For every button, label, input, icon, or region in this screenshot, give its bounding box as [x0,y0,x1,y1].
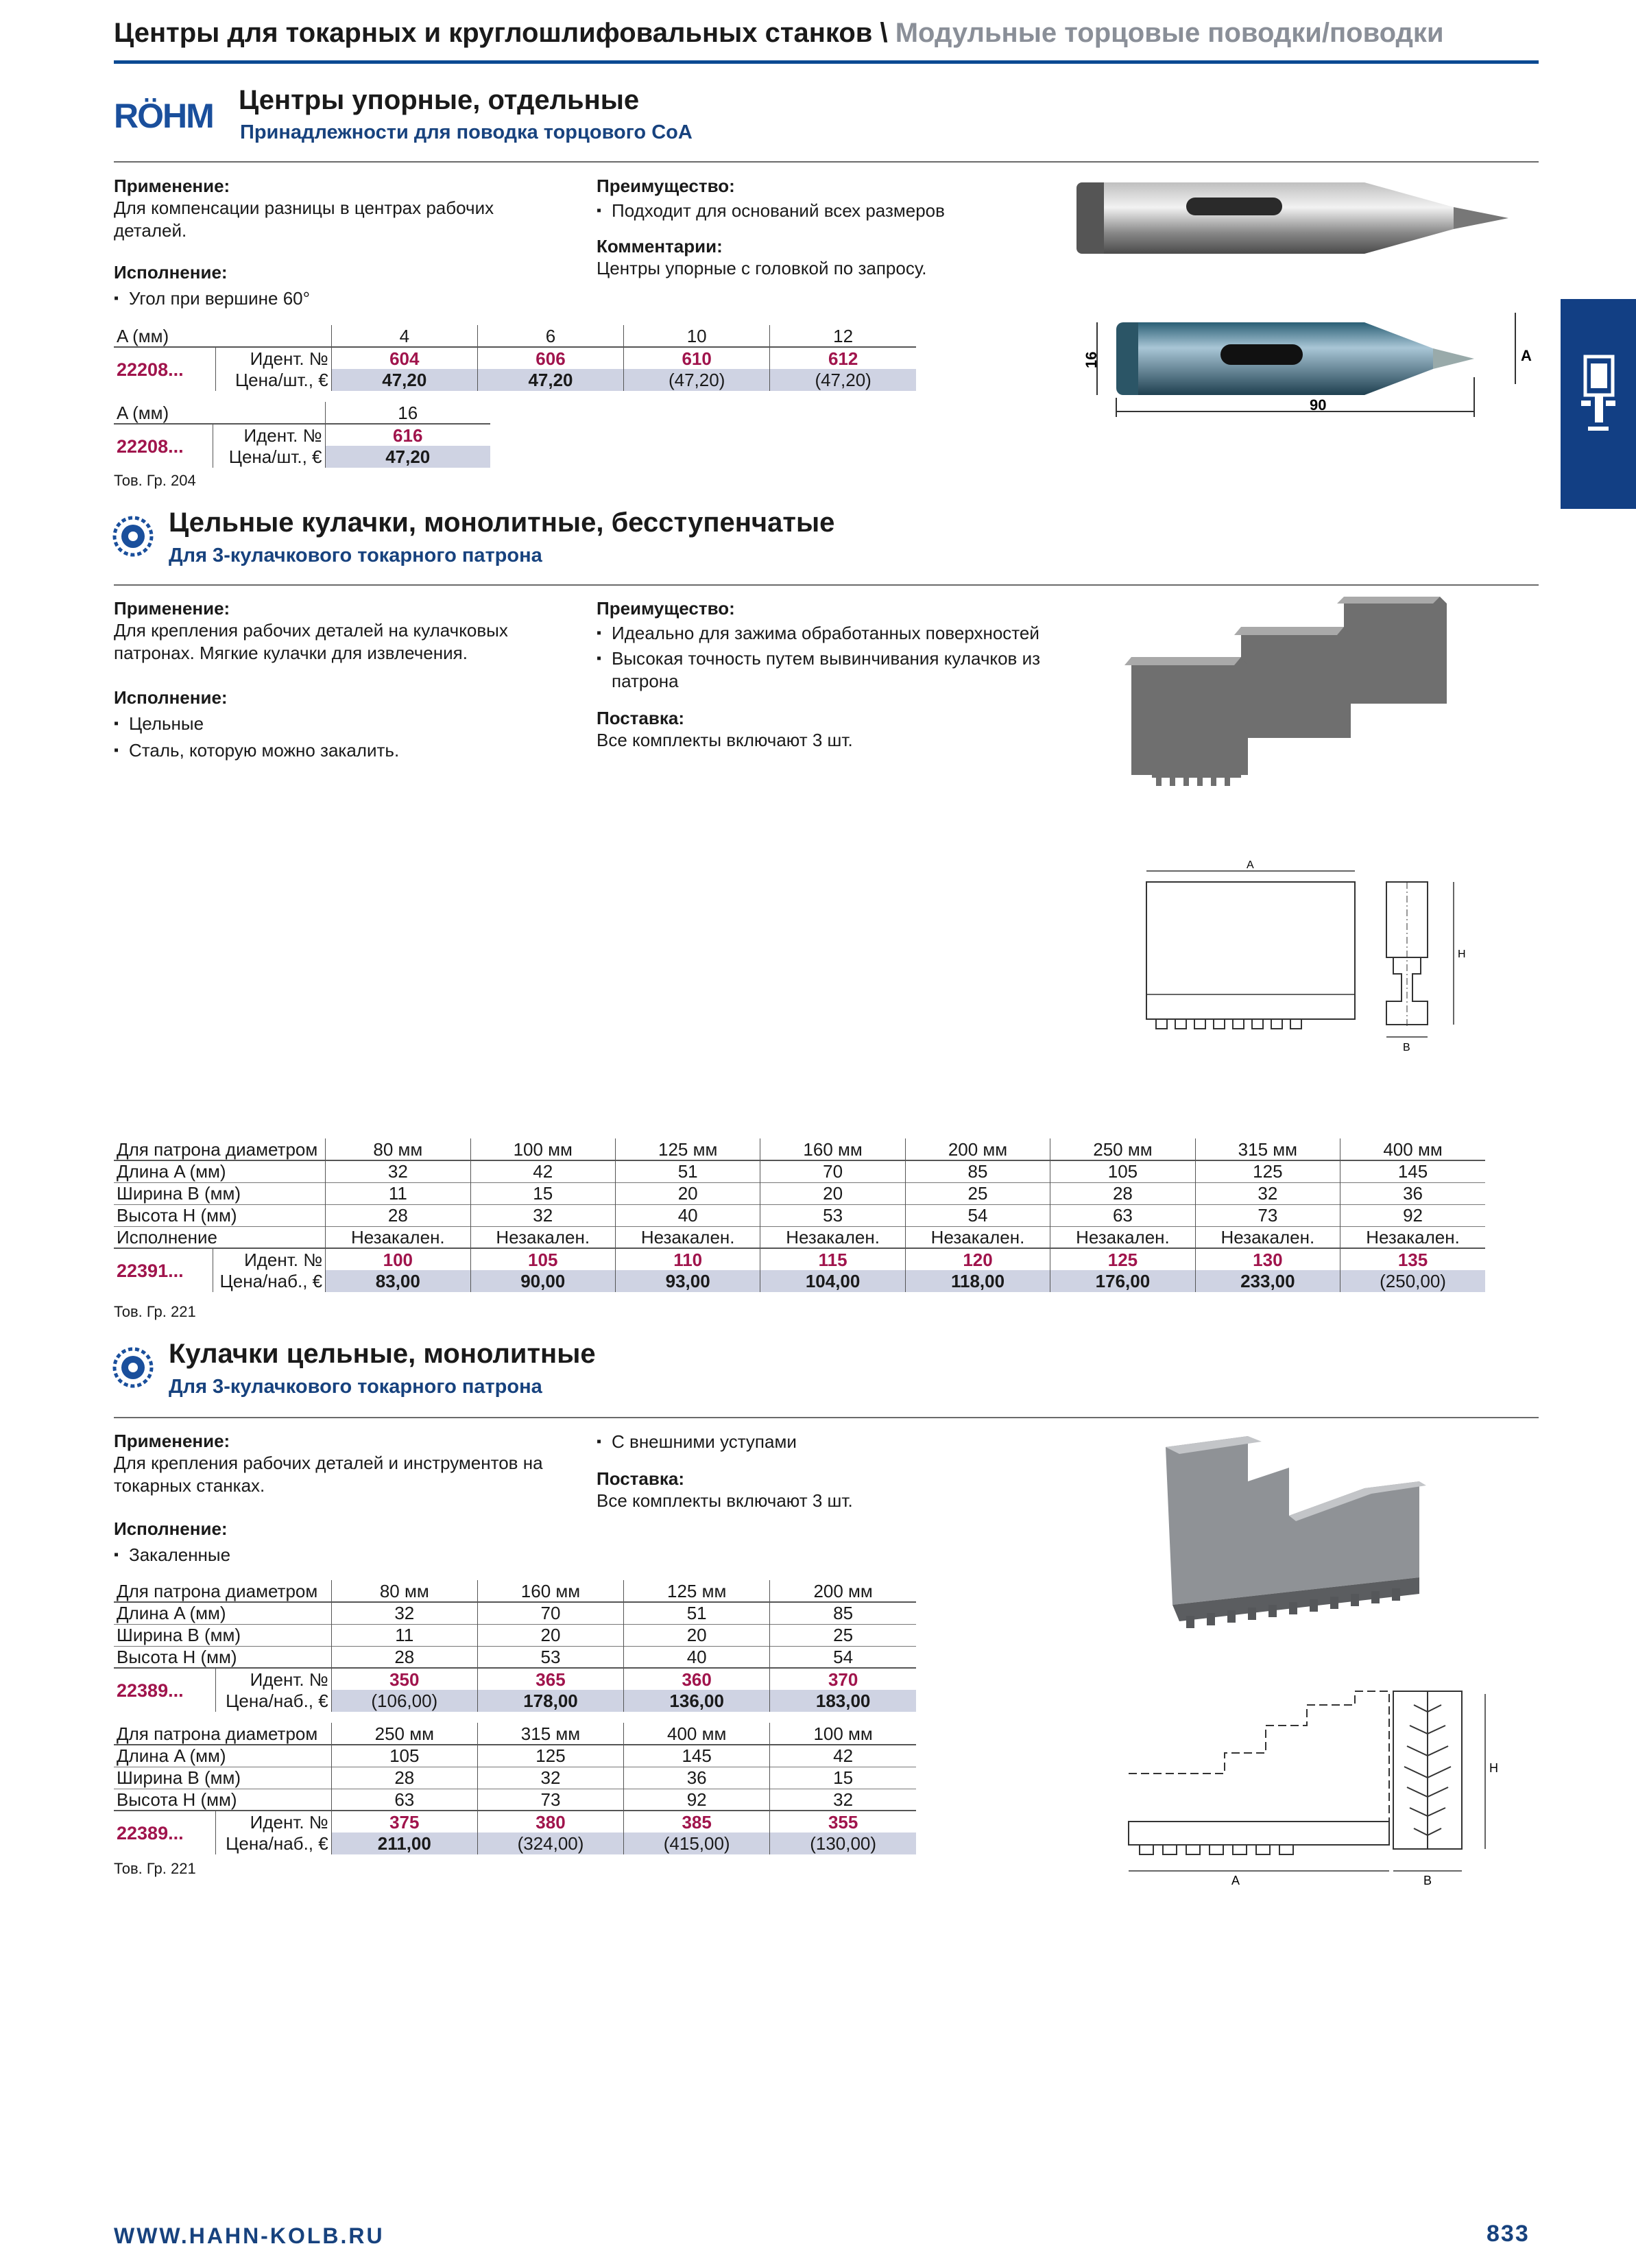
table-cell: 53 [477,1646,623,1668]
drawing-a-label: A [1521,347,1532,364]
execution-label: Исполнение: [114,687,228,708]
section3-features [597,1431,1063,1512]
execution-item: ▪ Угол при вершине 60° [114,287,553,310]
price-cell: 47,20 [325,446,490,468]
table-cell: 250 мм [331,1723,477,1745]
table-cell: 125 мм [624,1580,770,1602]
table-cell: 54 [905,1204,1050,1226]
table-cell: 32 [477,1767,623,1789]
row-label: Высота H (мм) [114,1204,326,1226]
drawing-16-label: 16 [1083,351,1100,368]
row-label: Исполнение [114,1226,326,1248]
id-label: Идент. № [213,1248,325,1270]
table-cell: Незакален. [615,1226,760,1248]
table-cell: 15 [470,1182,615,1204]
section3-subtitle: Для 3-кулачкового токарного патрона [169,1376,542,1398]
feature-item: ▪ С внешними уступами [597,1431,1063,1453]
side-tab [1561,299,1636,509]
table-cell: 42 [770,1745,916,1767]
table-cell: Незакален. [326,1226,470,1248]
table-cell: 25 [905,1182,1050,1204]
table-cell: 11 [326,1182,470,1204]
section3-table2 [114,1723,916,1854]
table-cell: 250 мм [1050,1138,1195,1160]
table-cell: 25 [770,1624,916,1646]
table-cell: 32 [331,1602,477,1624]
row-label: Длина A (мм) [114,1745,331,1767]
price-cell: 47,20 [331,369,477,391]
header-rule [114,60,1539,64]
table-cell: 92 [1340,1204,1485,1226]
id-cell: 612 [770,347,916,369]
section3-execution [114,1518,560,1566]
table-cell: 200 мм [905,1138,1050,1160]
drawing-b-label: B [1423,1874,1432,1887]
table-cell: 400 мм [1340,1138,1485,1160]
row-label: Длина A (мм) [114,1160,326,1182]
chuck-brand-icon [112,516,154,557]
id-cell: 100 [326,1248,470,1270]
id-cell: 375 [331,1811,477,1833]
table-cell: 32 [326,1160,470,1182]
drawing-90-label: 90 [1310,396,1327,414]
row-label: Ширина B (мм) [114,1767,331,1789]
table-cell: Незакален. [470,1226,615,1248]
price-cell: 136,00 [624,1690,770,1712]
price-cell: (415,00) [624,1833,770,1854]
advantage-item: ▪ Подходит для оснований всех размеров [597,200,1063,222]
section2-tov: Тов. Гр. 221 [114,1303,196,1320]
section1-advantage [597,176,1063,280]
advantage-label: Преимущество: [597,176,735,196]
table-cell: 70 [760,1160,905,1182]
advantage-label: Преимущество: [597,598,735,619]
execution-item: ▪ Закаленные [114,1544,560,1566]
comments-label: Комментарии: [597,236,723,256]
section1-title: Центры упорные, отдельные [239,85,640,115]
table-cell: 63 [331,1789,477,1811]
price-cell: 93,00 [615,1270,760,1292]
price-label: Цена/шт., € [213,446,325,468]
table-cell: Незакален. [905,1226,1050,1248]
price-cell: (106,00) [331,1690,477,1712]
table-cell: Незакален. [1050,1226,1195,1248]
application-text: Для крепления рабочих деталей и инструментов на токарных станках. [114,1453,543,1496]
price-cell: 83,00 [326,1270,470,1292]
id-cell: 125 [1050,1248,1195,1270]
table-cell: 28 [1050,1182,1195,1204]
article-code: 22208... [114,347,215,391]
table-cell: 53 [760,1204,905,1226]
section2-advantage [597,598,1063,752]
table-cell: 125 мм [615,1138,760,1160]
soft-jaws-drawing [1135,857,1478,1070]
id-cell: 616 [325,424,490,446]
id-cell: 380 [477,1811,623,1833]
size-cell: 6 [477,325,623,347]
table-cell: 200 мм [770,1580,916,1602]
drawing-h-label: H [1489,1761,1498,1775]
execution-item: ▪ Цельные [114,713,560,735]
application-text: Для крепления рабочих деталей на кулачковых патронах. Мягкие кулачки для извлечения. [114,620,508,663]
table-cell: 51 [624,1602,770,1624]
price-cell: 176,00 [1050,1270,1195,1292]
soft-jaws-photo [1124,594,1495,813]
section1-table2 [114,402,490,468]
table-cell: 315 мм [1195,1138,1340,1160]
section3-rule [114,1417,1539,1418]
table-cell: 40 [615,1204,760,1226]
section1-tov: Тов. Гр. 204 [114,472,196,489]
id-cell: 130 [1195,1248,1340,1270]
article-code: 22389... [114,1811,215,1854]
price-label: Цена/шт., € [215,369,331,391]
table-cell: 32 [470,1204,615,1226]
section1-subtitle: Принадлежности для поводка торцового CoA [240,121,693,143]
id-cell: 115 [760,1248,905,1270]
application-label: Применение: [114,176,230,196]
table-cell: 36 [1340,1182,1485,1204]
table-cell: 125 [1195,1160,1340,1182]
delivery-text: Все комплекты включают 3 шт. [597,1490,853,1511]
table-cell: 20 [615,1182,760,1204]
page-header [114,18,1539,58]
table-cell: 20 [760,1182,905,1204]
section2-execution [114,687,560,762]
price-cell: 233,00 [1195,1270,1340,1292]
row-label: Длина A (мм) [114,1602,331,1624]
price-cell: (324,00) [477,1833,623,1854]
row-label: Для патрона диаметром [117,1723,318,1744]
header-title-main: Центры для токарных и круглошлифовальных станков [114,18,873,48]
article-code: 22391... [114,1248,213,1292]
drawing-h-label: H [1458,948,1466,960]
price-label: Цена/наб., € [213,1270,325,1292]
section1-execution [114,262,553,310]
table-cell: Незакален. [1340,1226,1485,1248]
page-number: 833 [1487,2221,1530,2247]
rohm-logo [114,96,229,134]
application-text: Для компенсации разницы в центрах рабочих деталей. [114,198,494,241]
section1-rule [114,161,1539,163]
section2-table [114,1138,1485,1292]
article-code: 22208... [114,424,213,468]
drawing-a-label: A [1231,1874,1240,1887]
drawing-a-label: A [1247,859,1254,871]
price-cell: 211,00 [331,1833,477,1854]
section3-title: Кулачки цельные, монолитные [169,1339,596,1369]
chuck-icon [1561,299,1636,509]
table-cell: 105 [1050,1160,1195,1182]
table-cell: 85 [905,1160,1050,1182]
size-header-label: A (мм) [117,402,169,423]
live-center-drawing [1076,309,1543,425]
hard-jaws-drawing [1122,1684,1506,1897]
table-cell: 92 [624,1789,770,1811]
delivery-label: Поставка: [597,708,684,728]
table-cell: 400 мм [624,1723,770,1745]
table-cell: 51 [615,1160,760,1182]
footer-url-link[interactable]: WWW.HAHN-KOLB.RU [114,2223,385,2248]
header-title-sub: Модульные торцовые поводки/поводки [895,18,1444,48]
drawing-b-label: B [1403,1042,1410,1053]
id-cell: 350 [331,1668,477,1690]
table-cell: 28 [331,1767,477,1789]
price-cell: 178,00 [477,1690,623,1712]
table-cell: 42 [470,1160,615,1182]
table-cell: 32 [1195,1182,1340,1204]
price-label: Цена/наб., € [215,1833,331,1854]
price-cell: 104,00 [760,1270,905,1292]
table-cell: 15 [770,1767,916,1789]
section3-application [114,1431,560,1497]
header-separator: \ [872,18,895,48]
table-cell: 145 [624,1745,770,1767]
table-cell: 20 [624,1624,770,1646]
price-label: Цена/наб., € [215,1690,331,1712]
price-cell: 47,20 [477,369,623,391]
size-cell: 4 [331,325,477,347]
size-header-label: A (мм) [117,325,169,346]
section2-subtitle: Для 3-кулачкового токарного патрона [169,545,542,566]
id-cell: 370 [770,1668,916,1690]
id-label: Идент. № [213,424,325,446]
table-cell: Незакален. [760,1226,905,1248]
advantage-item: ▪ Высокая точность путем вывинчивания кулачков из патрона [597,647,1063,693]
price-cell: (47,20) [770,369,916,391]
table-cell: 63 [1050,1204,1195,1226]
table-cell: 36 [624,1767,770,1789]
table-cell: 85 [770,1602,916,1624]
table-cell: 32 [770,1789,916,1811]
size-cell: 12 [770,325,916,347]
table-cell: 11 [331,1624,477,1646]
id-cell: 604 [331,347,477,369]
price-cell: (130,00) [770,1833,916,1854]
id-label: Идент. № [215,347,331,369]
size-cell: 10 [624,325,770,347]
row-label: Ширина B (мм) [114,1624,331,1646]
table-cell: 28 [326,1204,470,1226]
section1-table1 [114,325,916,391]
id-cell: 110 [615,1248,760,1270]
table-cell: 145 [1340,1160,1485,1182]
table-cell: 28 [331,1646,477,1668]
table-cell: 315 мм [477,1723,623,1745]
execution-item: ▪ Сталь, которую можно закалить. [114,739,560,762]
id-cell: 365 [477,1668,623,1690]
table-cell: 70 [477,1602,623,1624]
table-cell: 160 мм [760,1138,905,1160]
price-cell: (47,20) [624,369,770,391]
price-cell: 118,00 [905,1270,1050,1292]
table-cell: 73 [1195,1204,1340,1226]
comments-text: Центры упорные с головкой по запросу. [597,258,927,278]
row-label: Ширина B (мм) [114,1182,326,1204]
id-cell: 135 [1340,1248,1485,1270]
article-code: 22389... [114,1668,215,1712]
table-cell: 160 мм [477,1580,623,1602]
id-cell: 606 [477,347,623,369]
table-cell: 100 мм [770,1723,916,1745]
price-cell: 183,00 [770,1690,916,1712]
table-cell: 125 [477,1745,623,1767]
section3-table1 [114,1580,916,1712]
application-label: Применение: [114,1431,230,1451]
section3-tov: Тов. Гр. 221 [114,1860,196,1877]
table-cell: Незакален. [1195,1226,1340,1248]
execution-label: Исполнение: [114,1518,228,1539]
section2-title: Цельные кулачки, монолитные, бесступенчатые [169,508,835,538]
live-center-photo [1070,177,1522,259]
table-cell: 100 мм [470,1138,615,1160]
price-cell: 90,00 [470,1270,615,1292]
price-cell: (250,00) [1340,1270,1485,1292]
delivery-text: Все комплекты включают 3 шт. [597,730,853,750]
table-cell: 73 [477,1789,623,1811]
table-cell: 20 [477,1624,623,1646]
advantage-item: ▪ Идеально для зажима обработанных поверхностей [597,622,1063,645]
id-cell: 120 [905,1248,1050,1270]
hard-jaws-photo [1159,1427,1447,1632]
delivery-label: Поставка: [597,1468,684,1489]
id-cell: 610 [624,347,770,369]
row-label: Для патрона диаметром [117,1138,318,1160]
section1-application [114,176,553,242]
id-label: Идент. № [215,1811,331,1833]
section2-rule [114,584,1539,586]
size-cell: 16 [325,402,490,424]
table-cell: 80 мм [331,1580,477,1602]
table-cell: 54 [770,1646,916,1668]
id-cell: 385 [624,1811,770,1833]
row-label: Для патрона диаметром [117,1580,318,1601]
row-label: Высота H (мм) [114,1789,331,1811]
id-label: Идент. № [215,1668,331,1690]
row-label: Высота H (мм) [114,1646,331,1668]
section2-application [114,598,560,665]
table-cell: 80 мм [326,1138,470,1160]
application-label: Применение: [114,598,230,619]
table-cell: 105 [331,1745,477,1767]
table-cell: 40 [624,1646,770,1668]
execution-label: Исполнение: [114,262,228,283]
rohm-logo-text: RÖHM [114,97,213,134]
chuck-brand-icon [112,1347,154,1388]
id-cell: 360 [624,1668,770,1690]
id-cell: 355 [770,1811,916,1833]
id-cell: 105 [470,1248,615,1270]
